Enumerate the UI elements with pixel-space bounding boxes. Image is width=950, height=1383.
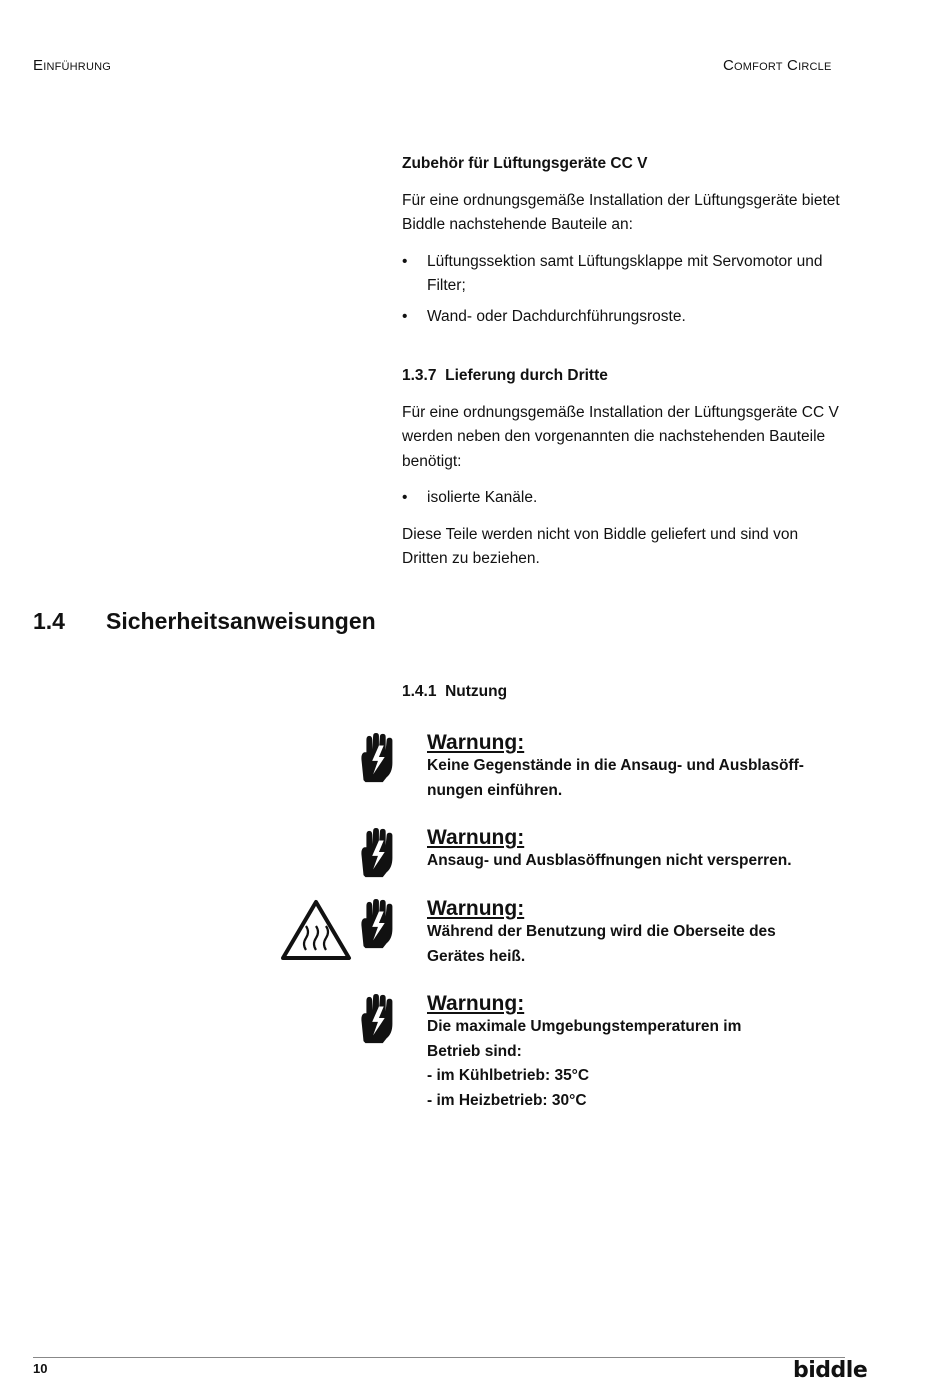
warning-text: Während der Benutzung wird die Oberseite des Gerätes heiß. bbox=[427, 923, 776, 965]
section-1-4-heading: 1.4 Sicherheitsanweisungen bbox=[33, 608, 376, 634]
warning-title: Warnung: bbox=[427, 897, 525, 920]
hot-surface-icon bbox=[280, 898, 352, 962]
warning-text: Keine Gegenstände in die Ansaug- und Ausblasöff- nungen einführen. bbox=[427, 757, 804, 799]
header-chapter: Einführung bbox=[33, 57, 111, 74]
footer-divider bbox=[33, 1357, 845, 1358]
header-product: Comfort Circle bbox=[723, 57, 832, 74]
accessories-heading: Zubehör für Lüftungsgeräte CC V bbox=[402, 155, 648, 172]
section-1-4-1-heading: 1.4.1 Nutzung bbox=[402, 683, 508, 700]
warning-title: Warnung: bbox=[427, 731, 525, 754]
warning-title: Warnung: bbox=[427, 826, 525, 849]
hand-warning-icon bbox=[355, 732, 399, 784]
accessories-intro: Für eine ordnungsgemäße Installation der Lüftungsgeräte bietet Biddle nachstehende Bauteile an: bbox=[402, 191, 840, 233]
section-outro: Diese Teile werden nicht von Biddle geliefert und sind von Dritten zu beziehen. bbox=[402, 525, 799, 567]
page-number: 10 bbox=[33, 1361, 48, 1376]
warning-text: Die maximale Umgebungstemperaturen im Betrieb sind: - im Kühlbetrieb: 35°C - im Heizbetrieb: 30°C bbox=[427, 1018, 742, 1109]
list-item: • Lüftungssektion samt Lüftungsklappe mit Servomotor und Filter; bbox=[402, 252, 823, 294]
warning-title: Warnung: bbox=[427, 992, 525, 1015]
warning-text: Ansaug- und Ausblasöffnungen nicht versperren. bbox=[427, 852, 792, 869]
hand-warning-icon bbox=[355, 993, 399, 1045]
list-item: • Wand- oder Dachdurchführungsroste. bbox=[402, 307, 686, 325]
hand-warning-icon bbox=[355, 827, 399, 879]
biddle-logo: biddle bbox=[793, 1358, 868, 1383]
section-1-3-7 bbox=[402, 364, 842, 572]
list-item: • isolierte Kanäle. bbox=[402, 489, 538, 506]
section-intro: Für eine ordnungsgemäße Installation der Lüftungsgeräte CC V werden neben den vorgenannten die nachstehenden Bauteile benötigt: bbox=[402, 403, 839, 470]
hand-warning-icon bbox=[355, 898, 399, 950]
section-heading: 1.3.7 Lieferung durch Dritte bbox=[402, 367, 608, 384]
accessories-block bbox=[402, 152, 842, 329]
